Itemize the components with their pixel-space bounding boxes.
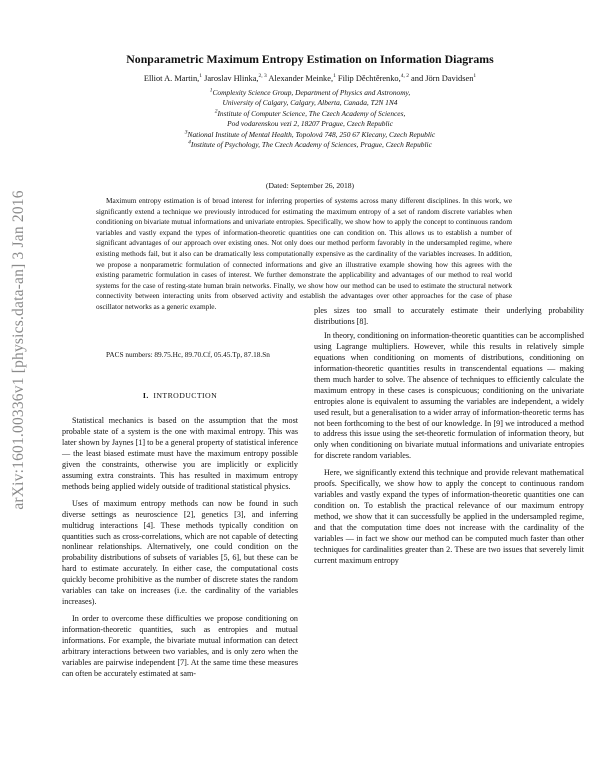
section-heading — [62, 391, 298, 401]
affiliation-3 — [60, 130, 560, 140]
author-name: Elliot A. Martin, — [143, 74, 200, 83]
body-paragraph: Statistical mechanics is based on the assumption that the most probable state of a system is the one with maximal entropy. This was later shown by Jaynes [1] to be a general property of statistical inference — the least biased estimate must have the maximum entropy possible given the constraints, otherwise you are implicitly or explicitly assuming extra constraints. This has resulted in maximum entropy methods being applied widely outside of traditional statistical physics. — [62, 416, 298, 491]
affiliation-text: University of Calgary, Calgary, Alberta, Canada, T2N 1N4 — [222, 98, 398, 107]
body-paragraph-continuation: ples sizes too small to accurately estimate their underlying probability distributions [8]. — [314, 306, 584, 326]
affiliation-text: Institute of Psychology, The Czech Academy of Sciences, Prague, Czech Republic — [190, 140, 432, 149]
affiliation-mark: 4 — [188, 139, 191, 146]
author-affiliation-mark: 1 — [333, 73, 336, 80]
body-paragraph: Here, we significantly extend this technique and provide relevant mathematical proofs. Specifically, we show how to apply the concept to continuous random variables and vastly expand the types of information-theoretic quantities one can condition on. To establish the practical relevance of our maximum entropy method, we show that it can successfully be applied in the undersampled regime, and that the computation time does not increase with the cardinality of the variables — in fact we show our method can be computed much faster than other techniques for cardinalities greater than 2. These are two issues that severely limit current maximum entropy — [314, 468, 584, 565]
affiliation-1-line-2 — [60, 98, 560, 108]
affiliation-text: Complexity Science Group, Department of Physics and Astronomy, — [212, 88, 411, 97]
author-list — [40, 73, 580, 84]
arxiv-identifier: arXiv:1601.00336v1 [physics.data-an] 3 Jan 2016 — [10, 190, 27, 510]
affiliation-text: Institute of Computer Science, The Czech Academy of Sciences, — [217, 109, 406, 118]
author-affiliation-mark: 1 — [473, 73, 477, 80]
section-title: INTRODUCTION — [153, 391, 218, 400]
author-name: Filip Děchtěrenko, — [337, 74, 401, 83]
affiliation-text: National Institute of Mental Health, Topolová 748, 250 67 Klecany, Czech Republic — [187, 130, 436, 139]
author-affiliation-mark: 2, 3 — [258, 73, 267, 80]
right-column — [314, 306, 584, 567]
affiliation-mark: 2 — [214, 108, 218, 115]
body-paragraph: Uses of maximum entropy methods can now be found in such diverse settings as neuroscience [2], genetics [3], and inferring multidrug interactions [4]. These methods typically condition on quantities such as cross-correlations, which are not capable of detecting nonlinear relationships. Alternatively, one could condition on the probability distributions of subsets of variables [5, 6], but these can be hard to estimate accurately. In either case, the computational costs quickly become prohibitive as the number of discrete states the random variables can take on increases (i.e. the cardinality of the variables increases). — [62, 498, 298, 607]
abstract: Maximum entropy estimation is of broad interest for inferring properties of systems across many different disciplines. In this work, we significantly extend a technique we previously introduced for estimating the maximum entropy of a set of random discrete variables when conditioning on bivariate mutual informations and univariate entropies. Specifically, we show how to apply the concept to continuous random variables and vastly expand the types of information-theoretic quantities one can condition on. This allows us to establish a number of significant advantages of our approach over existing ones. Not only does our method perform favorably in the undersampled regime, where existing methods fail, but it also can be dramatically less computationally expensive as the cardinality of the variables increases. In addition, we propose a nonparametric formulation of connected informations and give an illustrative example showing how this agrees with the existing parametric formulation in cases of interest. We further demonstrate the applicability and advantages of our method to real world systems for the case of resting-state human brain networks. Finally, we show how our method can be used to estimate the structural network connectivity between interacting units from observed activity and establish the advantages over other approaches for the case of phase oscillator networks as a generic example. — [96, 196, 512, 311]
section-number: I. — [142, 391, 149, 400]
author-name: Jaroslav Hlinka, — [204, 74, 259, 83]
paper-title: Nonparametric Maximum Entropy Estimation on Information Diagrams — [126, 52, 494, 66]
body-paragraph: In order to overcome these difficulties we propose conditioning on information-theoretic quantities, such as entropies and mutual informations. For example, the bivariate mutual information can detect arbitrary interactions between two variables, and is only zero when the variables are pairwise independent [7]. At the same time these measures can often be accurately estimated at sam- — [62, 614, 298, 678]
affiliation-4 — [60, 140, 560, 150]
author-affiliation-mark: 1 — [199, 73, 202, 80]
left-column — [62, 416, 298, 680]
affiliation-1 — [60, 88, 560, 98]
date-line: (Dated: September 26, 2018) — [265, 181, 355, 190]
affiliation-2-line-2 — [60, 119, 560, 129]
affiliation-mark: 1 — [209, 87, 213, 94]
affiliation-text: Pod vodarenskou vezi 2, 18207 Prague, Czech Republic — [227, 119, 393, 128]
pacs-numbers: PACS numbers: 89.75.Hc, 89.70.Cf, 05.45.Tp, 87.18.Sn — [106, 350, 270, 359]
affiliation-mark: 3 — [184, 129, 188, 136]
affiliation-2 — [60, 109, 560, 119]
body-paragraph: In theory, conditioning on information-theoretic quantities can be accomplished using Lagrange multipliers. However, while this results in relatively simple equations when conditioning on moments of distributions, conditioning on information-theoretic quantities results in transcendental equations — making them much harder to solve. The absence of techniques to efficiently calculate the maximum entropy in these cases is conspicuous; conditioning on the univariate entropies alone is equivalent to assuming the variables are independent, a widely used result, but a generalisation to a wider array of information-theoretic terms has not been forthcoming to the best of our knowledge. In [9] we introduced a method to address this issue using the set-theoretic formulation of information theory, but only when conditioning on bivariate mutual informations and univariate entropies for discrete random variables. — [314, 330, 584, 461]
author-name: Alexander Meinke, — [268, 74, 334, 83]
arxiv-sidebar — [4, 130, 34, 570]
author-affiliation-mark: 4, 2 — [400, 73, 409, 80]
author-name: and Jörn Davidsen — [411, 74, 474, 83]
